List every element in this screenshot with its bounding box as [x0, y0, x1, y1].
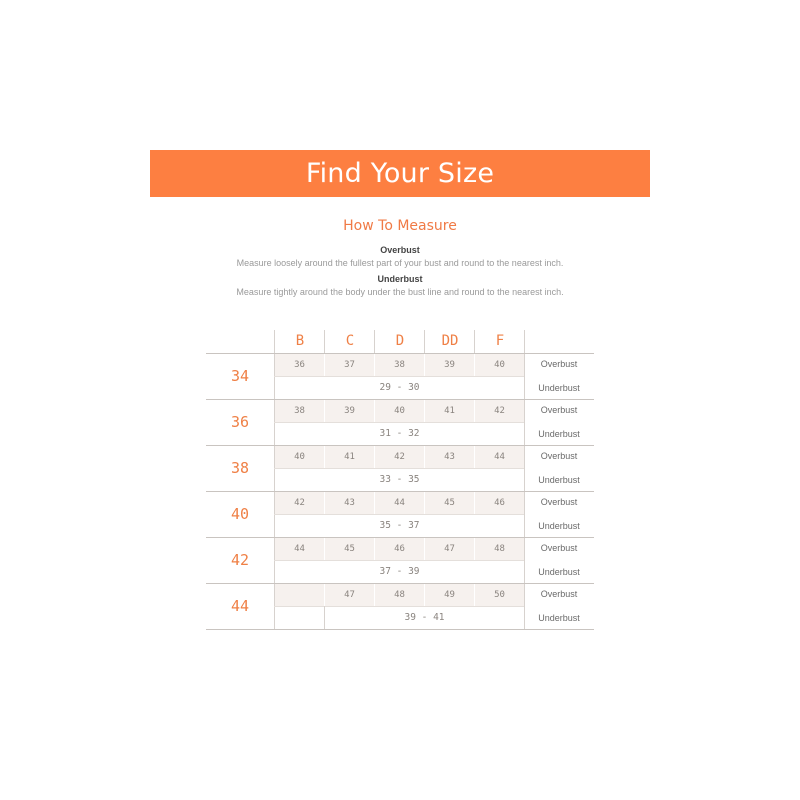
underbust-row-label: Underbust — [538, 613, 580, 623]
overbust-row-label: Overbust — [540, 451, 578, 461]
overbust-cell: 45 — [325, 538, 374, 560]
overbust-row-label: Overbust — [540, 589, 578, 599]
overbust-cell: 36 — [275, 354, 324, 376]
overbust-cell: 50 — [475, 584, 524, 606]
overbust-cell: 43 — [425, 446, 474, 468]
overbust-cell: 47 — [325, 584, 374, 606]
overbust-cell: 42 — [475, 400, 524, 422]
overbust-cell: 38 — [375, 354, 424, 376]
overbust-cell: 46 — [475, 492, 524, 514]
underbust-range: 29 - 30 — [379, 382, 420, 393]
band-size-label: 42 — [230, 551, 250, 569]
underbust-term: Underbust — [377, 274, 423, 284]
overbust-cell: 46 — [375, 538, 424, 560]
underbust-row-label: Underbust — [538, 567, 580, 577]
underbust-range: 31 - 32 — [379, 428, 420, 439]
overbust-cell: 44 — [275, 538, 324, 560]
overbust-row-label: Overbust — [540, 405, 578, 415]
cup-size-header: D — [395, 333, 405, 349]
overbust-cell: 42 — [275, 492, 324, 514]
size-chart-table — [206, 330, 594, 631]
band-size-label: 40 — [230, 505, 250, 523]
overbust-cell: 41 — [325, 446, 374, 468]
underbust-row-label: Underbust — [538, 521, 580, 531]
band-size-label: 36 — [230, 413, 250, 431]
overbust-cell: 48 — [375, 584, 424, 606]
overbust-cell: 40 — [375, 400, 424, 422]
underbust-range: 35 - 37 — [379, 520, 420, 531]
overbust-cell: 40 — [475, 354, 524, 376]
overbust-term: Overbust — [380, 245, 420, 255]
overbust-cell — [275, 584, 324, 606]
underbust-range: 39 - 41 — [404, 612, 445, 623]
cup-size-header: DD — [441, 333, 459, 349]
underbust-row-label: Underbust — [538, 475, 580, 485]
band-size-label: 44 — [230, 597, 250, 615]
overbust-cell: 43 — [325, 492, 374, 514]
page-title-banner — [150, 150, 650, 197]
cup-size-header: F — [495, 333, 505, 349]
overbust-cell: 49 — [425, 584, 474, 606]
underbust-row-label: Underbust — [538, 383, 580, 393]
band-size-label: 38 — [230, 459, 250, 477]
overbust-cell: 37 — [325, 354, 374, 376]
overbust-cell: 41 — [425, 400, 474, 422]
overbust-row-label: Overbust — [540, 359, 578, 369]
overbust-row-label: Overbust — [540, 543, 578, 553]
underbust-range: 33 - 35 — [379, 474, 420, 485]
overbust-cell: 42 — [375, 446, 424, 468]
table-bottom-border — [206, 629, 594, 630]
how-to-measure-heading: How To Measure — [343, 218, 457, 234]
overbust-cell: 44 — [375, 492, 424, 514]
overbust-cell: 38 — [275, 400, 324, 422]
underbust-description: Measure tightly around the body under the bust line and round to the nearest inch. — [236, 287, 564, 297]
overbust-cell: 39 — [425, 354, 474, 376]
band-size-label: 34 — [230, 367, 250, 385]
overbust-cell: 40 — [275, 446, 324, 468]
overbust-row-label: Overbust — [540, 497, 578, 507]
cell-divider — [324, 606, 325, 629]
underbust-row-label: Underbust — [538, 429, 580, 439]
overbust-cell: 45 — [425, 492, 474, 514]
overbust-cell: 48 — [475, 538, 524, 560]
overbust-cell: 39 — [325, 400, 374, 422]
page-title: Find Your Size — [305, 158, 495, 189]
overbust-cell: 44 — [475, 446, 524, 468]
overbust-description: Measure loosely around the fullest part of your bust and round to the nearest inch. — [236, 258, 564, 268]
cup-size-header: B — [295, 333, 305, 349]
underbust-range: 37 - 39 — [379, 566, 420, 577]
overbust-cell: 47 — [425, 538, 474, 560]
cup-size-header: C — [345, 333, 355, 349]
